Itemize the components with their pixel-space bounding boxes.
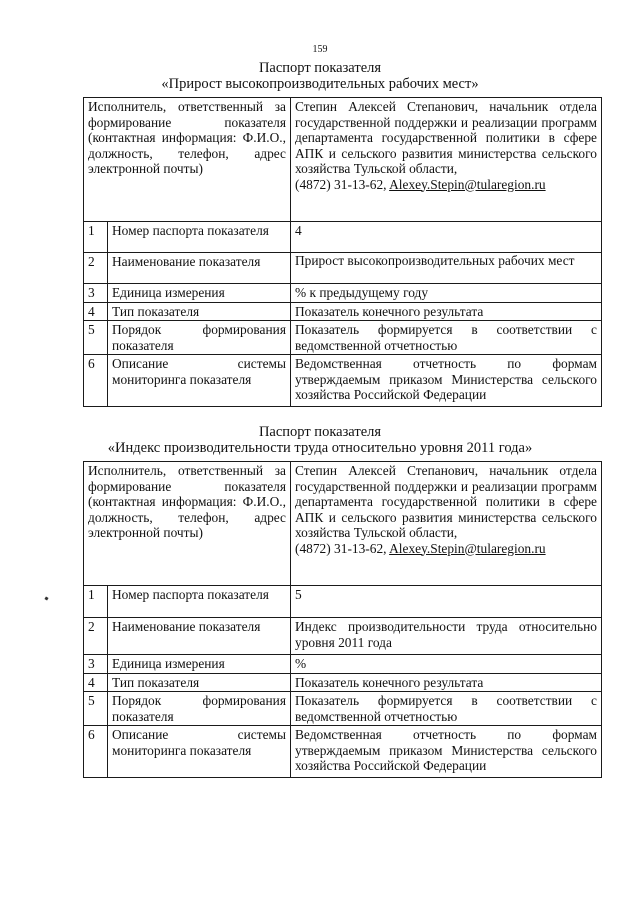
table-row (84, 692, 602, 726)
table-row (84, 673, 602, 692)
executor-value (291, 462, 602, 586)
table-row (84, 253, 602, 284)
row-number: 2 (84, 253, 108, 284)
row-label: Единица измерения (108, 655, 291, 674)
executor-phone: (4872) 31-13-62, (295, 540, 387, 556)
row-number: 2 (84, 618, 108, 655)
table-row (84, 222, 602, 253)
row-value: Ведомственная отчетность по формам утверждаемым приказом Министерства сельского хозяйства Российской Федерации (291, 355, 602, 407)
row-number: 5 (84, 692, 108, 726)
row-value: Показатель конечного результата (291, 302, 602, 321)
row-label: Номер паспорта показателя (108, 586, 291, 618)
table-row (84, 726, 602, 778)
passport-table-1 (83, 97, 602, 222)
table-row (84, 586, 602, 618)
passport-subtitle: «Прирост высокопроизводительных рабочих мест» (161, 76, 479, 92)
executor-contacts (295, 541, 597, 557)
passport-rows-table-2 (83, 585, 602, 778)
executor-phone: (4872) 31-13-62, (295, 176, 387, 192)
row-number: 4 (84, 673, 108, 692)
row-number: 6 (84, 355, 108, 407)
passport-title: Паспорт показателя (258, 424, 382, 440)
row-value: Прирост высокопроизводительных рабочих мест (291, 253, 602, 284)
row-value: % (291, 655, 602, 674)
passport-title: Паспорт показателя (258, 60, 382, 76)
row-number: 3 (84, 655, 108, 674)
row-value: Индекс производительности труда относительно уровня 2011 года (291, 618, 602, 655)
table-row (84, 302, 602, 321)
row-number: 4 (84, 302, 108, 321)
executor-label: Исполнитель, ответственный за формирование показателя (контактная информация: Ф.И.О., должность, телефон, адрес электронной почты) (84, 462, 291, 586)
executor-row (84, 98, 602, 222)
row-label: Номер паспорта показателя (108, 222, 291, 253)
passport-table-2 (83, 461, 602, 586)
executor-name-position: Степин Алексей Степанович, начальник отдела государственной поддержки и реализации программ департамента государственной политики в сфере АПК и сельского развития министерства сельского хозяйства Тульской области, (295, 463, 597, 540)
executor-email-link[interactable]: Alexey.Stepin@tularegion.ru (389, 176, 546, 192)
executor-name-position: Степин Алексей Степанович, начальник отдела государственной поддержки и реализации программ департамента государственной политики в сфере АПК и сельского развития министерства сельского хозяйства Тульской области, (295, 99, 597, 176)
table-row (84, 355, 602, 407)
row-label: Тип показателя (108, 302, 291, 321)
row-number: 5 (84, 321, 108, 355)
row-value: Показатель формируется в соответствии с ведомственной отчетностью (291, 692, 602, 726)
executor-label: Исполнитель, ответственный за формирование показателя (контактная информация: Ф.И.О., должность, телефон, адрес электронной почты) (84, 98, 291, 222)
table-row (84, 284, 602, 303)
row-value: 5 (291, 586, 602, 618)
row-label: Порядок формирования показателя (108, 692, 291, 726)
executor-row (84, 462, 602, 586)
row-label: Наименование показателя (108, 618, 291, 655)
row-number: 3 (84, 284, 108, 303)
executor-email-link[interactable]: Alexey.Stepin@tularegion.ru (389, 540, 546, 556)
scan-speck-mark (44, 596, 48, 600)
row-label: Наименование показателя (108, 253, 291, 284)
passport-subtitle: «Индекс производительности труда относительно уровня 2011 года» (107, 440, 533, 456)
table-row (84, 618, 602, 655)
row-label: Описание системы мониторинга показателя (108, 355, 291, 407)
executor-contacts (295, 177, 597, 193)
passport-heading-1 (0, 60, 640, 92)
row-label: Тип показателя (108, 673, 291, 692)
row-label: Описание системы мониторинга показателя (108, 726, 291, 778)
row-number: 1 (84, 222, 108, 253)
row-number: 1 (84, 586, 108, 618)
table-row (84, 655, 602, 674)
page-number: 159 (312, 44, 328, 55)
row-value: Ведомственная отчетность по формам утверждаемым приказом Министерства сельского хозяйства Российской Федерации (291, 726, 602, 778)
table-row (84, 321, 602, 355)
row-value: Показатель конечного результата (291, 673, 602, 692)
row-value: Показатель формируется в соответствии с ведомственной отчетностью (291, 321, 602, 355)
executor-value (291, 98, 602, 222)
row-value: 4 (291, 222, 602, 253)
row-label: Единица измерения (108, 284, 291, 303)
passport-heading-2 (0, 424, 640, 456)
row-value: % к предыдущему году (291, 284, 602, 303)
row-number: 6 (84, 726, 108, 778)
passport-rows-table-1 (83, 221, 602, 407)
row-label: Порядок формирования показателя (108, 321, 291, 355)
